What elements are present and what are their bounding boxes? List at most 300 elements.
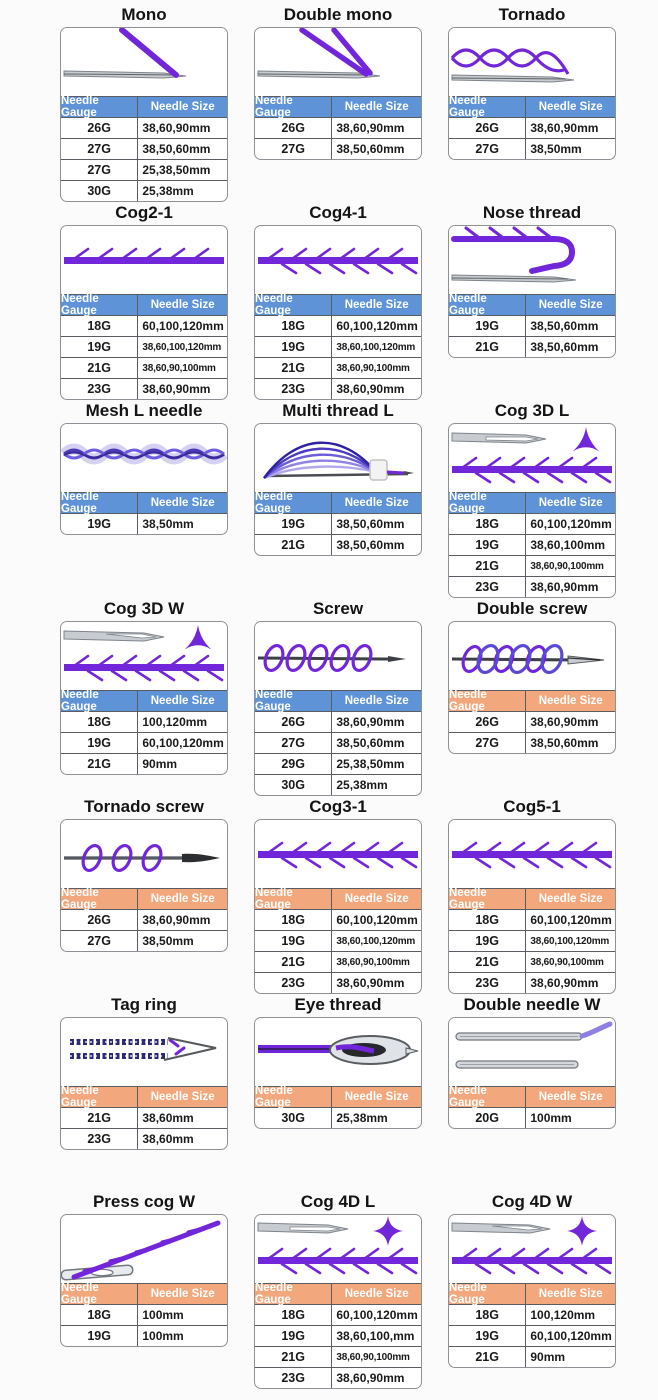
table-body <box>255 1305 421 1388</box>
table-body <box>449 1108 615 1128</box>
gauge-cell: 27G <box>87 934 111 948</box>
size-column-header: Needle Size <box>525 97 615 117</box>
table-row <box>61 118 227 139</box>
table-row <box>255 754 421 775</box>
table-row <box>255 1326 421 1347</box>
size-column-header: Needle Size <box>137 295 227 315</box>
table-body <box>449 316 615 357</box>
table-row <box>449 139 615 159</box>
size-cell: 60,100,120mm <box>525 910 615 930</box>
size-cell: 38,60mm <box>137 1129 227 1149</box>
table-row <box>61 1326 227 1346</box>
size-column-header: Needle Size <box>331 1087 421 1107</box>
table-row <box>449 556 615 577</box>
gauge-cell: 21G <box>475 559 499 573</box>
product-card-cog2-1 <box>60 202 228 400</box>
gauge-column-header: Needle Gauge <box>61 1282 99 1306</box>
gauge-column-header: Needle Gauge <box>255 1085 293 1109</box>
size-cell: 38,60,100,120mm <box>331 931 421 951</box>
table-header-row <box>449 690 615 712</box>
size-cell: 38,60,90mm <box>331 379 421 399</box>
size-cell: 38,60,100,mm <box>331 1326 421 1346</box>
product-title: Multi thread L <box>282 401 394 420</box>
table-row <box>61 910 227 931</box>
size-cell: 38,60,90mm <box>331 118 421 138</box>
table-row <box>255 316 421 337</box>
table-row <box>255 931 421 952</box>
size-cell: 38,60,90,100mm <box>137 358 227 378</box>
size-cell: 60,100,120mm <box>525 1326 615 1346</box>
size-cell: 90mm <box>525 1347 615 1367</box>
product-card-cog3-1 <box>254 796 422 994</box>
size-cell: 38,50,60mm <box>331 139 421 159</box>
gauge-cell: 23G <box>87 382 111 396</box>
table-row <box>61 160 227 181</box>
table-row <box>61 139 227 160</box>
gauge-cell: 27G <box>475 142 499 156</box>
table-row <box>255 118 421 139</box>
gauge-column-header: Needle Gauge <box>61 689 99 713</box>
cog-both-icon <box>255 226 421 294</box>
gauge-cell: 18G <box>475 517 499 531</box>
table-row <box>449 1347 615 1367</box>
table-body <box>255 316 421 399</box>
cog4d-w-icon <box>449 1215 615 1283</box>
product-table <box>254 1017 422 1129</box>
size-column-header: Needle Size <box>331 889 421 909</box>
table-body <box>449 514 615 597</box>
table-row <box>255 910 421 931</box>
size-column-header: Needle Size <box>137 97 227 117</box>
press-cog-icon <box>61 1215 227 1283</box>
size-cell: 38,60,100,120mm <box>525 931 615 951</box>
gauge-cell: 21G <box>281 1350 305 1364</box>
gauge-cell: 27G <box>281 142 305 156</box>
gauge-cell: 18G <box>281 1308 305 1322</box>
table-body <box>449 712 615 753</box>
product-card-tornado <box>448 4 616 202</box>
mesh-icon <box>61 424 227 492</box>
product-table <box>254 225 422 400</box>
product-card-cog5-1 <box>448 796 616 994</box>
gauge-cell: 23G <box>87 1132 111 1146</box>
gauge-column-header: Needle Gauge <box>449 1085 487 1109</box>
multi-thread-icon <box>255 424 421 492</box>
product-table <box>448 819 616 994</box>
gauge-cell: 21G <box>475 340 499 354</box>
size-cell: 100mm <box>137 1326 227 1346</box>
table-header-row <box>61 492 227 514</box>
product-table <box>60 819 228 952</box>
gauge-cell: 23G <box>281 382 305 396</box>
gauge-cell: 30G <box>281 1111 305 1125</box>
size-column-header: Needle Size <box>137 889 227 909</box>
product-title: Tag ring <box>111 995 177 1014</box>
table-body <box>61 1108 227 1149</box>
table-row <box>449 514 615 535</box>
table-body <box>255 118 421 159</box>
product-table <box>60 621 228 775</box>
table-row <box>255 337 421 358</box>
product-title: Double screw <box>476 599 588 618</box>
gauge-column-header: Needle Gauge <box>255 1282 293 1306</box>
product-title: Cog2-1 <box>115 203 173 222</box>
size-cell: 38,60,90mm <box>525 973 615 993</box>
product-card-double-screw <box>448 598 616 796</box>
size-cell: 38,60,90,100mm <box>331 952 421 972</box>
gauge-column-header: Needle Gauge <box>61 95 99 119</box>
size-cell: 60,100,120mm <box>331 910 421 930</box>
table-row <box>61 931 227 951</box>
nose-thread-icon <box>449 226 615 294</box>
double-screw-icon <box>449 622 615 690</box>
gauge-cell: 21G <box>475 955 499 969</box>
gauge-cell: 29G <box>281 757 305 771</box>
size-cell: 38,50mm <box>137 514 227 534</box>
gauge-cell: 18G <box>87 715 111 729</box>
table-row <box>449 910 615 931</box>
table-row <box>255 952 421 973</box>
product-title: Press cog W <box>92 1192 196 1211</box>
table-row <box>255 1347 421 1368</box>
size-cell: 38,60,90mm <box>331 973 421 993</box>
table-row <box>449 973 615 993</box>
table-header-row <box>449 294 615 316</box>
tornado-screw-icon <box>61 820 227 888</box>
size-cell: 100mm <box>525 1108 615 1128</box>
table-row <box>449 931 615 952</box>
product-title: Eye thread <box>294 995 382 1014</box>
size-column-header: Needle Size <box>331 1284 421 1304</box>
table-row <box>255 712 421 733</box>
table-header-row <box>61 888 227 910</box>
gauge-column-header: Needle Gauge <box>61 887 99 911</box>
product-card-cog-4d-l <box>254 1191 422 1389</box>
size-cell: 100,120mm <box>525 1305 615 1325</box>
size-column-header: Needle Size <box>331 295 421 315</box>
product-table <box>254 1214 422 1389</box>
size-cell: 38,60,90mm <box>525 712 615 732</box>
size-cell: 38,60,100,120mm <box>331 337 421 357</box>
gauge-column-header: Needle Gauge <box>255 293 293 317</box>
table-row <box>449 1108 615 1128</box>
gauge-cell: 18G <box>475 1308 499 1322</box>
gauge-column-header: Needle Gauge <box>61 293 99 317</box>
table-row <box>255 535 421 555</box>
product-card-cog-3d-l <box>448 400 616 598</box>
cog-both-icon <box>255 820 421 888</box>
gauge-cell: 26G <box>281 715 305 729</box>
gauge-cell: 19G <box>475 1329 499 1343</box>
product-card-cog-3d-w <box>60 598 228 796</box>
table-row <box>61 358 227 379</box>
gauge-cell: 19G <box>87 517 111 531</box>
table-header-row <box>255 690 421 712</box>
table-row <box>61 712 227 733</box>
table-body <box>255 1108 421 1128</box>
gauge-cell: 23G <box>281 1371 305 1385</box>
product-table <box>254 423 422 556</box>
product-title: Mono <box>121 5 167 24</box>
mono-icon <box>61 28 227 96</box>
size-cell: 38,60,90,100mm <box>331 1347 421 1367</box>
table-row <box>449 577 615 597</box>
size-column-header: Needle Size <box>525 295 615 315</box>
product-table <box>448 225 616 358</box>
table-header-row <box>449 1283 615 1305</box>
table-header-row <box>255 1283 421 1305</box>
table-row <box>255 775 421 795</box>
product-table <box>254 621 422 796</box>
table-row <box>255 1305 421 1326</box>
gauge-cell: 21G <box>87 361 111 375</box>
gauge-column-header: Needle Gauge <box>449 689 487 713</box>
size-cell: 38,60,100mm <box>525 535 615 555</box>
cog-both-icon <box>449 820 615 888</box>
gauge-cell: 21G <box>87 1111 111 1125</box>
size-cell: 38,60,90,100mm <box>525 952 615 972</box>
size-cell: 38,60,90mm <box>331 1368 421 1388</box>
table-row <box>449 1326 615 1347</box>
table-body <box>61 118 227 201</box>
gauge-column-header: Needle Gauge <box>449 293 487 317</box>
gauge-cell: 19G <box>87 340 111 354</box>
product-card-cog4-1 <box>254 202 422 400</box>
table-header-row <box>449 492 615 514</box>
product-table <box>60 423 228 535</box>
product-title: Double mono <box>283 5 393 24</box>
size-cell: 60,100,120mm <box>331 316 421 336</box>
product-card-screw <box>254 598 422 796</box>
table-header-row <box>61 1283 227 1305</box>
gauge-cell: 23G <box>281 976 305 990</box>
table-row <box>61 754 227 774</box>
size-column-header: Needle Size <box>331 493 421 513</box>
product-title: Cog3-1 <box>309 797 367 816</box>
gauge-cell: 21G <box>281 361 305 375</box>
size-cell: 38,60,90mm <box>525 118 615 138</box>
cog3d-l-icon <box>449 424 615 492</box>
product-table <box>60 1017 228 1150</box>
gauge-cell: 19G <box>87 1329 111 1343</box>
gauge-cell: 21G <box>281 955 305 969</box>
product-table <box>254 819 422 994</box>
gauge-cell: 27G <box>475 736 499 750</box>
table-row <box>61 181 227 201</box>
gauge-column-header: Needle Gauge <box>449 1282 487 1306</box>
product-card-press-cog-w <box>60 1191 228 1389</box>
gauge-cell: 26G <box>87 913 111 927</box>
product-card-tornado-screw <box>60 796 228 994</box>
gauge-cell: 30G <box>87 184 111 198</box>
eye-thread-icon <box>255 1018 421 1086</box>
size-cell: 38,60,90,100mm <box>331 358 421 378</box>
table-body <box>449 910 615 993</box>
size-cell: 38,60,90mm <box>137 379 227 399</box>
gauge-cell: 19G <box>281 517 305 531</box>
size-cell: 38,50mm <box>137 931 227 951</box>
size-cell: 60,100,120mm <box>525 514 615 534</box>
table-row <box>449 337 615 357</box>
size-column-header: Needle Size <box>331 97 421 117</box>
size-cell: 25,38,50mm <box>331 754 421 774</box>
size-cell: 38,50,60mm <box>331 514 421 534</box>
product-title: Tornado screw <box>84 797 204 816</box>
size-cell: 25,38,50mm <box>137 160 227 180</box>
product-title: Cog5-1 <box>503 797 561 816</box>
size-cell: 60,100,120mm <box>137 733 227 753</box>
size-column-header: Needle Size <box>525 889 615 909</box>
table-body <box>449 118 615 159</box>
gauge-cell: 21G <box>281 538 305 552</box>
gauge-cell: 27G <box>87 142 111 156</box>
product-table <box>60 27 228 202</box>
gauge-cell: 18G <box>87 1308 111 1322</box>
gauge-cell: 19G <box>475 319 499 333</box>
product-card-mono <box>60 4 228 202</box>
table-row <box>255 358 421 379</box>
product-table <box>448 27 616 160</box>
table-row <box>449 316 615 337</box>
gauge-cell: 26G <box>87 121 111 135</box>
size-cell: 38,60,90mm <box>137 118 227 138</box>
gauge-cell: 23G <box>475 580 499 594</box>
gauge-cell: 19G <box>475 538 499 552</box>
size-cell: 38,50,60mm <box>525 316 615 336</box>
product-title: Tornado <box>498 5 566 24</box>
product-card-multi-thread-l <box>254 400 422 598</box>
product-card-double-needle-w <box>448 994 616 1191</box>
gauge-cell: 19G <box>87 736 111 750</box>
table-row <box>61 1305 227 1326</box>
table-row <box>61 514 227 534</box>
double-mono-icon <box>255 28 421 96</box>
product-card-double-mono <box>254 4 422 202</box>
gauge-column-header: Needle Gauge <box>255 95 293 119</box>
size-column-header: Needle Size <box>525 1284 615 1304</box>
size-cell: 38,60,90mm <box>331 712 421 732</box>
size-cell: 38,50,60mm <box>331 535 421 555</box>
table-row <box>255 1368 421 1388</box>
table-row <box>449 712 615 733</box>
gauge-cell: 30G <box>281 778 305 792</box>
size-cell: 25,38mm <box>331 1108 421 1128</box>
cog-up-icon <box>61 226 227 294</box>
product-card-nose-thread <box>448 202 616 400</box>
size-cell: 38,60,90,100mm <box>525 556 615 576</box>
gauge-cell: 27G <box>281 736 305 750</box>
product-title: Cog 4D W <box>491 1192 573 1211</box>
tornado-icon <box>449 28 615 96</box>
size-cell: 60,100,120mm <box>331 1305 421 1325</box>
size-cell: 38,60,100,120mm <box>137 337 227 357</box>
table-row <box>449 1305 615 1326</box>
size-column-header: Needle Size <box>137 691 227 711</box>
product-table <box>448 621 616 754</box>
product-card-eye-thread <box>254 994 422 1191</box>
size-cell: 38,50,60mm <box>525 337 615 357</box>
product-title: Cog 3D L <box>494 401 570 420</box>
table-header-row <box>61 96 227 118</box>
size-column-header: Needle Size <box>331 691 421 711</box>
table-row <box>255 733 421 754</box>
table-row <box>255 379 421 399</box>
size-column-header: Needle Size <box>137 1087 227 1107</box>
product-table <box>448 423 616 598</box>
table-header-row <box>61 1086 227 1108</box>
product-card-tag-ring <box>60 994 228 1191</box>
gauge-cell: 26G <box>475 715 499 729</box>
table-body <box>61 910 227 951</box>
size-column-header: Needle Size <box>525 691 615 711</box>
table-header-row <box>449 888 615 910</box>
product-grid <box>60 4 616 1389</box>
gauge-cell: 19G <box>281 1329 305 1343</box>
double-needle-icon <box>449 1018 615 1086</box>
product-card-mesh-l-needle <box>60 400 228 598</box>
product-title: Cog 4D L <box>300 1192 376 1211</box>
gauge-cell: 26G <box>281 121 305 135</box>
table-header-row <box>61 690 227 712</box>
gauge-column-header: Needle Gauge <box>449 887 487 911</box>
cog4d-l-icon <box>255 1215 421 1283</box>
table-row <box>61 379 227 399</box>
cog3d-w-icon <box>61 622 227 690</box>
table-body <box>255 712 421 795</box>
table-body <box>61 514 227 534</box>
product-title: Nose thread <box>482 203 582 222</box>
table-header-row <box>255 1086 421 1108</box>
product-table <box>60 1214 228 1347</box>
table-row <box>255 973 421 993</box>
table-row <box>61 1108 227 1129</box>
size-cell: 100,120mm <box>137 712 227 732</box>
table-row <box>449 118 615 139</box>
gauge-cell: 20G <box>475 1111 499 1125</box>
product-table <box>60 225 228 400</box>
size-cell: 38,50mm <box>525 139 615 159</box>
table-body <box>255 514 421 555</box>
size-cell: 25,38mm <box>331 775 421 795</box>
size-column-header: Needle Size <box>137 1284 227 1304</box>
table-row <box>61 337 227 358</box>
product-title: Mesh L needle <box>85 401 203 420</box>
size-cell: 100mm <box>137 1305 227 1325</box>
gauge-column-header: Needle Gauge <box>255 689 293 713</box>
table-row <box>255 514 421 535</box>
table-header-row <box>61 294 227 316</box>
table-body <box>61 1305 227 1346</box>
gauge-cell: 26G <box>475 121 499 135</box>
gauge-cell: 21G <box>475 1350 499 1364</box>
product-card-cog-4d-w <box>448 1191 616 1389</box>
size-column-header: Needle Size <box>525 493 615 513</box>
product-title: Double needle W <box>463 995 601 1014</box>
table-row <box>255 139 421 159</box>
table-row <box>61 1129 227 1149</box>
gauge-column-header: Needle Gauge <box>449 491 487 515</box>
size-column-header: Needle Size <box>525 1087 615 1107</box>
table-header-row <box>255 96 421 118</box>
size-cell: 90mm <box>137 754 227 774</box>
gauge-cell: 19G <box>475 934 499 948</box>
size-column-header: Needle Size <box>137 493 227 513</box>
product-title: Cog 3D W <box>103 599 185 618</box>
product-title: Screw <box>312 599 364 618</box>
gauge-column-header: Needle Gauge <box>61 491 99 515</box>
size-cell: 60,100,120mm <box>137 316 227 336</box>
size-cell: 38,60,90mm <box>137 910 227 930</box>
